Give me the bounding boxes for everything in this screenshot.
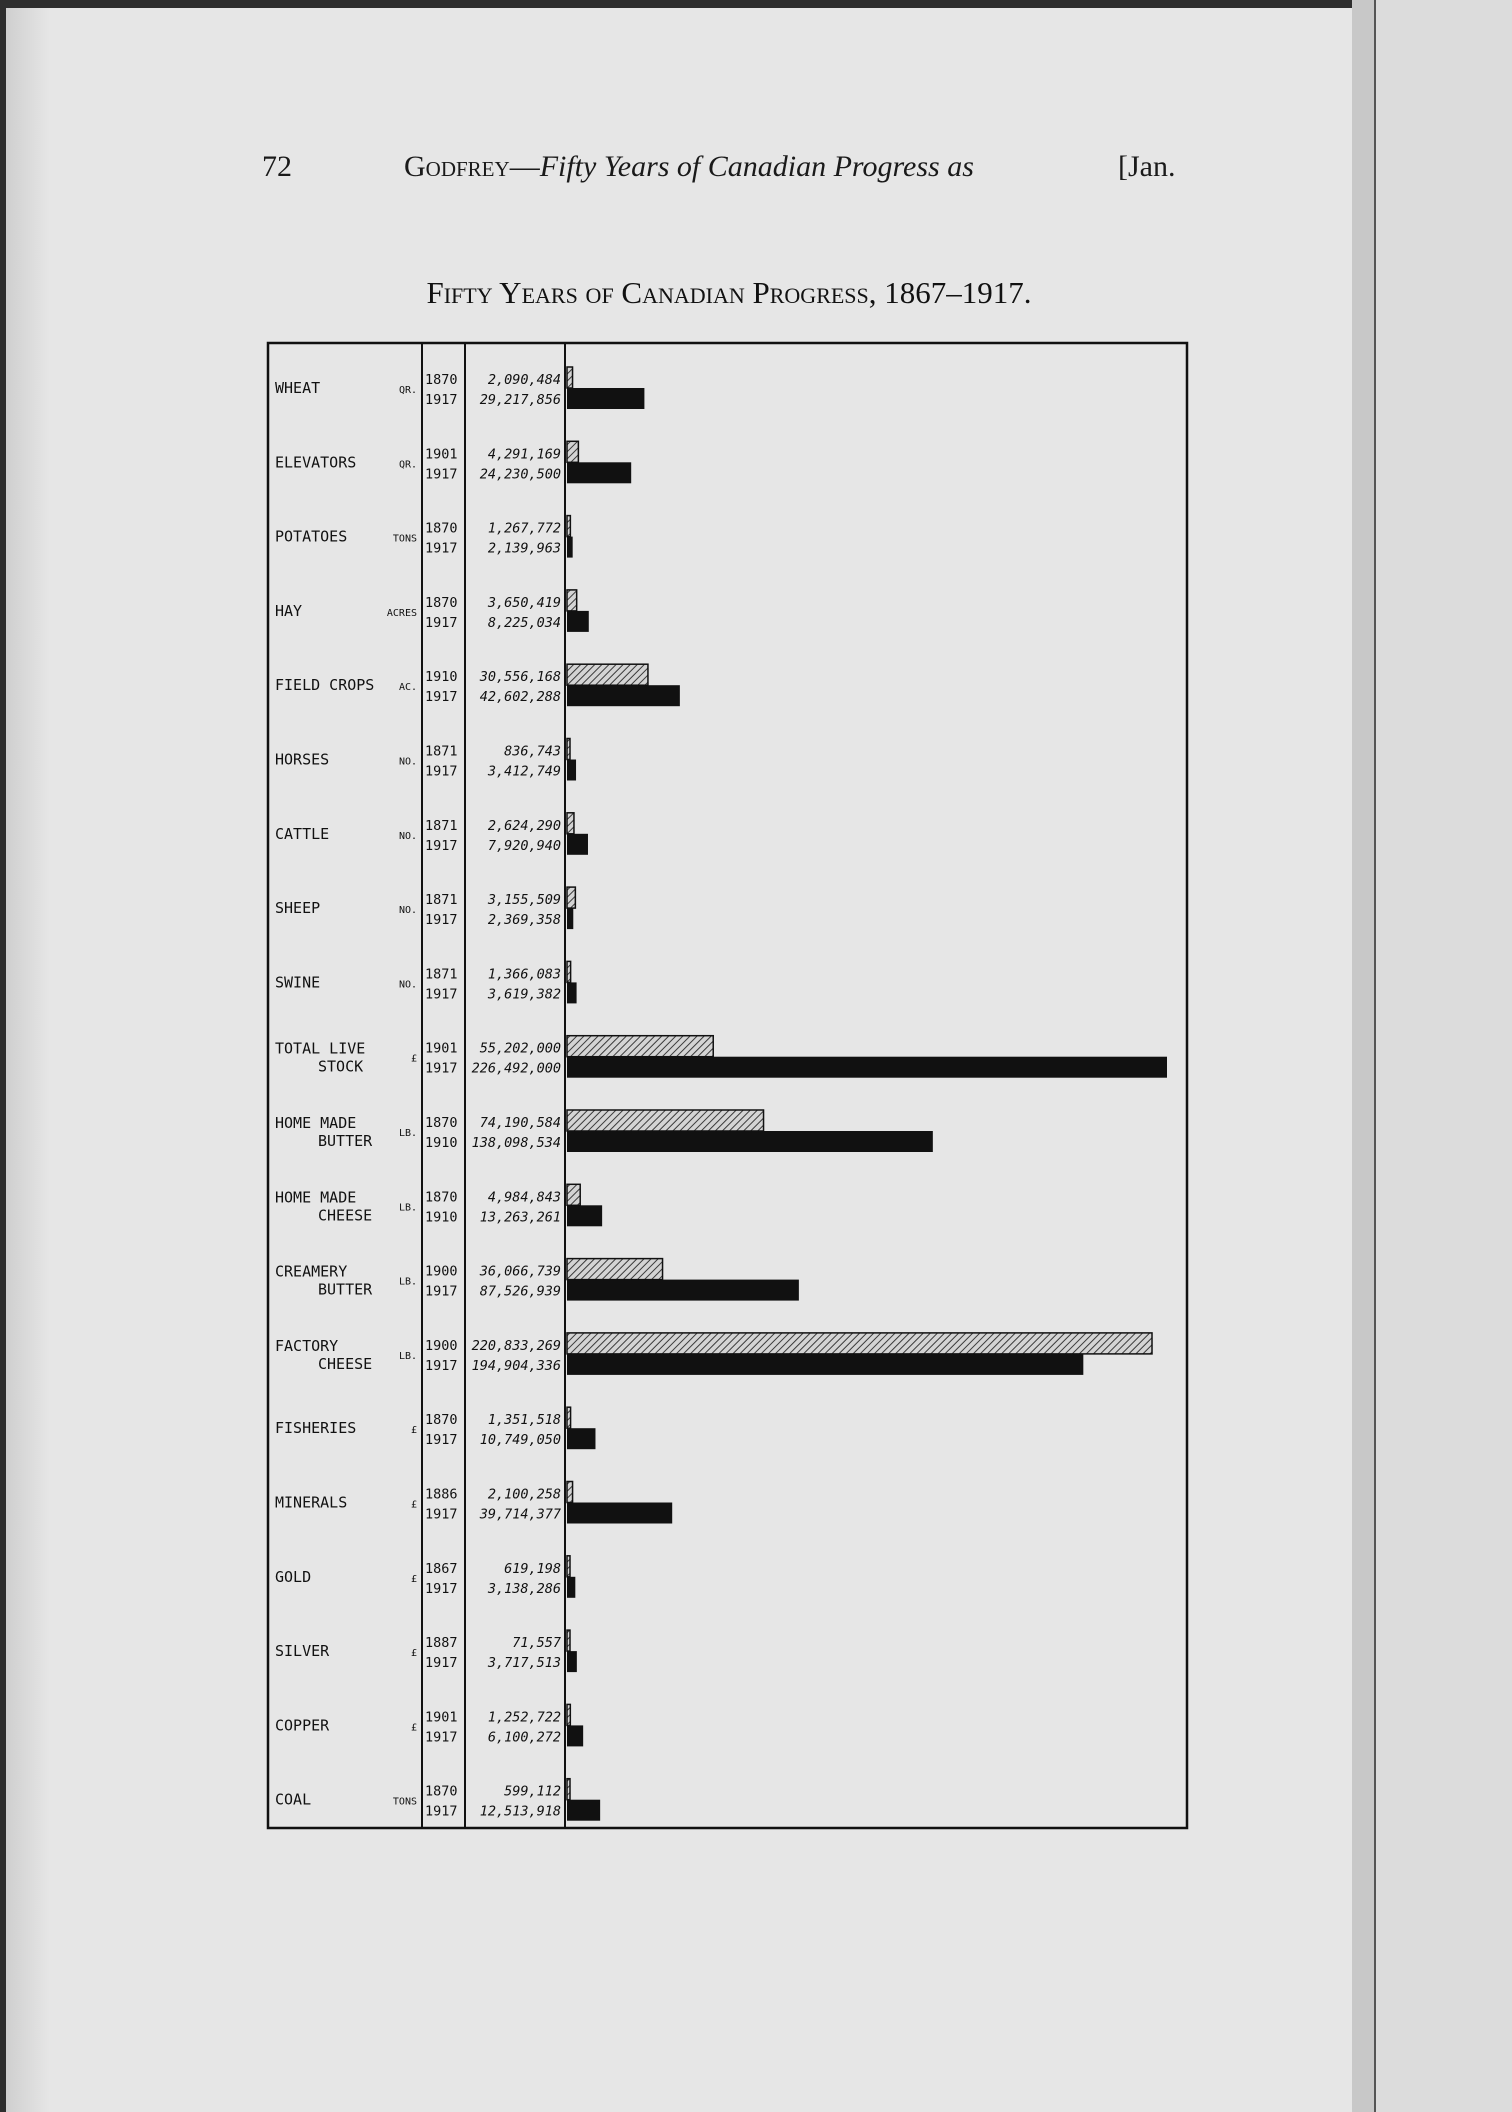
row-value-earlier-coal: 599,112 <box>504 1783 561 1800</box>
bar-earlier-cattle <box>567 813 574 834</box>
row-unit-wheat: QR. <box>398 385 417 396</box>
row-value-later-field-crops: 42,602,288 <box>479 689 561 706</box>
row-label-swine: SWINE <box>275 973 321 992</box>
bar-earlier-factory-cheese <box>567 1333 1152 1354</box>
bar-earlier-home-made-butter <box>567 1110 764 1131</box>
row-unit-fisheries: £ <box>410 1425 417 1437</box>
bar-earlier-hay <box>567 590 577 611</box>
bar-earlier-field-crops <box>567 664 648 685</box>
bar-later-elevators <box>567 462 631 483</box>
running-title-author: Godfrey <box>404 150 510 183</box>
row-label-creamery-butter-line1: CREAMERY <box>275 1262 348 1281</box>
row-value-earlier-sheep: 3,155,509 <box>487 892 561 909</box>
row-label-fisheries: FISHERIES <box>275 1419 357 1438</box>
row-year-earlier-horses: 1871 <box>425 743 458 760</box>
row-label-sheep: SHEEP <box>275 899 321 918</box>
row-year-later-horses: 1917 <box>425 763 458 780</box>
row-label-field-crops: FIELD CROPS <box>275 676 375 695</box>
bar-earlier-minerals <box>567 1482 573 1503</box>
bar-later-horses <box>567 760 576 781</box>
bar-later-factory-cheese <box>567 1354 1083 1375</box>
running-title-text: Fifty Years of Canadian Progress as <box>539 150 974 183</box>
bar-earlier-gold <box>567 1556 570 1577</box>
chart-border <box>268 343 1187 1828</box>
row-value-later-minerals: 39,714,377 <box>479 1506 561 1523</box>
bar-later-home-made-cheese <box>567 1205 602 1226</box>
row-value-later-fisheries: 10,749,050 <box>479 1432 561 1449</box>
row-year-earlier-home-made-butter: 1870 <box>425 1115 458 1131</box>
bar-later-coal <box>567 1800 600 1821</box>
row-value-earlier-wheat: 2,090,484 <box>487 372 561 388</box>
row-unit-coal: TONS <box>392 1796 417 1808</box>
bar-later-creamery-butter <box>567 1280 799 1301</box>
row-year-earlier-home-made-cheese: 1870 <box>425 1189 458 1206</box>
row-label-coal: COAL <box>275 1790 312 1809</box>
row-year-later-copper: 1917 <box>425 1729 458 1746</box>
row-year-later-elevators: 1917 <box>425 466 458 483</box>
row-value-earlier-hay: 3,650,419 <box>487 594 561 611</box>
row-label-creamery-butter-line2: BUTTER <box>318 1280 373 1299</box>
row-value-later-factory-cheese: 194,904,336 <box>471 1357 561 1374</box>
row-label-total-live-stock-line1: TOTAL LIVE <box>275 1039 366 1058</box>
row-year-later-fisheries: 1917 <box>425 1432 458 1449</box>
bar-earlier-horses <box>567 739 570 760</box>
row-value-later-copper: 6,100,272 <box>487 1729 561 1746</box>
row-value-later-creamery-butter: 87,526,939 <box>479 1283 561 1300</box>
row-unit-minerals: £ <box>410 1499 417 1511</box>
bar-later-home-made-butter <box>567 1131 933 1152</box>
row-label-home-made-butter-line1: HOME MADE <box>275 1114 357 1132</box>
chart-frame <box>268 343 1187 1828</box>
row-label-cattle: CATTLE <box>275 824 330 843</box>
bar-later-cattle <box>567 834 588 855</box>
row-value-earlier-potatoes: 1,267,772 <box>487 520 561 537</box>
bar-earlier-creamery-butter <box>567 1259 663 1280</box>
row-unit-copper: £ <box>410 1722 417 1734</box>
row-year-later-wheat: 1917 <box>425 392 458 408</box>
row-year-later-gold: 1917 <box>425 1580 458 1597</box>
chart-rows <box>275 367 1167 1821</box>
row-value-earlier-elevators: 4,291,169 <box>487 446 561 463</box>
bar-later-silver <box>567 1651 577 1672</box>
row-value-earlier-silver: 71,557 <box>512 1635 561 1652</box>
row-label-minerals: MINERALS <box>275 1493 348 1512</box>
row-year-earlier-cattle: 1871 <box>425 817 458 834</box>
row-value-later-sheep: 2,369,358 <box>487 912 561 929</box>
row-unit-factory-cheese: LB. <box>398 1350 417 1362</box>
row-value-earlier-fisheries: 1,351,518 <box>487 1412 561 1429</box>
row-year-later-potatoes: 1917 <box>425 540 458 557</box>
row-value-later-potatoes: 2,139,963 <box>487 540 561 557</box>
row-year-earlier-potatoes: 1870 <box>425 520 458 537</box>
row-value-later-total-live-stock: 226,492,000 <box>471 1060 561 1077</box>
row-value-later-hay: 8,225,034 <box>487 614 561 631</box>
row-label-horses: HORSES <box>275 750 330 769</box>
row-unit-field-crops: AC. <box>398 682 417 694</box>
row-label-hay: HAY <box>275 601 303 620</box>
row-year-earlier-hay: 1870 <box>425 594 458 611</box>
row-value-earlier-minerals: 2,100,258 <box>487 1486 561 1503</box>
row-value-earlier-total-live-stock: 55,202,000 <box>479 1040 561 1057</box>
row-value-earlier-horses: 836,743 <box>504 743 561 760</box>
row-value-later-home-made-cheese: 13,263,261 <box>479 1209 561 1226</box>
bar-later-gold <box>567 1577 575 1598</box>
bar-later-wheat <box>567 388 644 409</box>
row-value-earlier-field-crops: 30,556,168 <box>479 669 561 686</box>
row-year-later-home-made-cheese: 1910 <box>425 1209 458 1226</box>
row-value-later-home-made-butter: 138,098,534 <box>471 1135 561 1151</box>
row-year-earlier-field-crops: 1910 <box>425 669 458 686</box>
row-year-later-factory-cheese: 1917 <box>425 1357 458 1374</box>
row-value-earlier-gold: 619,198 <box>504 1560 561 1577</box>
row-year-later-minerals: 1917 <box>425 1506 458 1523</box>
row-unit-hay: ACRES <box>386 607 417 619</box>
row-year-earlier-creamery-butter: 1900 <box>425 1263 458 1280</box>
row-year-earlier-silver: 1887 <box>425 1635 458 1652</box>
row-year-later-swine: 1917 <box>425 986 458 1003</box>
row-year-later-silver: 1917 <box>425 1655 458 1672</box>
row-label-total-live-stock-line2: STOCK <box>318 1057 364 1076</box>
row-year-earlier-coal: 1870 <box>425 1783 458 1800</box>
running-header-month: [Jan. <box>1118 150 1176 183</box>
row-year-later-home-made-butter: 1910 <box>425 1135 458 1151</box>
row-year-later-coal: 1917 <box>425 1803 458 1820</box>
row-value-later-wheat: 29,217,856 <box>479 392 561 408</box>
bar-later-sheep <box>567 908 573 929</box>
row-year-earlier-total-live-stock: 1901 <box>425 1040 458 1057</box>
row-value-earlier-home-made-cheese: 4,984,843 <box>487 1189 561 1206</box>
row-label-factory-cheese-line2: CHEESE <box>318 1354 373 1373</box>
row-label-wheat: WHEAT <box>275 379 321 397</box>
bar-earlier-potatoes <box>567 516 570 537</box>
bar-later-total-live-stock <box>567 1057 1167 1078</box>
row-year-earlier-sheep: 1871 <box>425 892 458 909</box>
bar-earlier-fisheries <box>567 1407 571 1428</box>
row-label-elevators: ELEVATORS <box>275 453 357 472</box>
bar-earlier-sheep <box>567 887 575 908</box>
bar-later-copper <box>567 1725 583 1746</box>
row-unit-home-made-cheese: LB. <box>398 1202 417 1214</box>
row-year-later-hay: 1917 <box>425 614 458 631</box>
row-value-earlier-copper: 1,252,722 <box>487 1709 561 1726</box>
row-label-silver: SILVER <box>275 1642 330 1661</box>
chart-title: Fifty Years of Canadian Progress, 1867–1917. <box>426 275 1032 310</box>
row-year-later-cattle: 1917 <box>425 837 458 854</box>
bar-earlier-home-made-cheese <box>567 1184 580 1205</box>
row-unit-gold: £ <box>410 1573 417 1585</box>
row-year-earlier-swine: 1871 <box>425 966 458 983</box>
row-unit-total-live-stock: £ <box>410 1053 417 1065</box>
bar-earlier-total-live-stock <box>567 1036 713 1057</box>
row-year-earlier-copper: 1901 <box>425 1709 458 1726</box>
row-unit-home-made-butter: LB. <box>398 1128 417 1139</box>
row-unit-horses: NO. <box>398 756 417 768</box>
row-value-later-elevators: 24,230,500 <box>479 466 561 483</box>
bar-earlier-wheat <box>567 367 573 388</box>
row-value-earlier-home-made-butter: 74,190,584 <box>479 1115 561 1131</box>
row-year-later-total-live-stock: 1917 <box>425 1060 458 1077</box>
bar-later-swine <box>567 982 577 1003</box>
row-label-gold: GOLD <box>275 1567 312 1586</box>
row-year-later-creamery-butter: 1917 <box>425 1283 458 1300</box>
bar-earlier-silver <box>567 1630 570 1651</box>
row-year-earlier-elevators: 1901 <box>425 446 458 463</box>
row-value-later-gold: 3,138,286 <box>487 1580 561 1597</box>
row-value-earlier-creamery-butter: 36,066,739 <box>479 1263 561 1280</box>
row-year-earlier-fisheries: 1870 <box>425 1412 458 1429</box>
row-value-earlier-swine: 1,366,083 <box>487 966 561 983</box>
bar-earlier-elevators <box>567 441 578 462</box>
bar-later-hay <box>567 611 589 632</box>
row-unit-silver: £ <box>410 1648 417 1660</box>
row-unit-potatoes: TONS <box>392 533 417 545</box>
bar-earlier-copper <box>567 1704 570 1725</box>
row-label-home-made-cheese-line2: CHEESE <box>318 1206 373 1225</box>
row-label-copper: COPPER <box>275 1716 330 1735</box>
bar-earlier-coal <box>567 1779 570 1800</box>
row-value-later-cattle: 7,920,940 <box>487 837 561 854</box>
row-year-later-sheep: 1917 <box>425 912 458 929</box>
row-year-later-field-crops: 1917 <box>425 689 458 706</box>
row-unit-cattle: NO. <box>398 830 417 842</box>
bar-earlier-swine <box>567 961 571 982</box>
row-value-later-silver: 3,717,513 <box>487 1655 561 1672</box>
running-title-dash: — <box>509 150 540 183</box>
row-value-later-horses: 3,412,749 <box>487 763 561 780</box>
bar-later-field-crops <box>567 685 680 706</box>
row-value-later-coal: 12,513,918 <box>479 1803 561 1820</box>
row-unit-elevators: QR. <box>398 459 417 471</box>
row-year-earlier-factory-cheese: 1900 <box>425 1337 458 1354</box>
row-value-earlier-cattle: 2,624,290 <box>487 817 561 834</box>
row-year-earlier-gold: 1867 <box>425 1560 458 1577</box>
row-value-earlier-factory-cheese: 220,833,269 <box>471 1337 561 1354</box>
row-year-earlier-minerals: 1886 <box>425 1486 458 1503</box>
row-year-earlier-wheat: 1870 <box>425 372 458 388</box>
page-number: 72 <box>262 150 292 183</box>
row-unit-swine: NO. <box>398 979 417 991</box>
bar-later-minerals <box>567 1503 672 1524</box>
bar-later-potatoes <box>567 537 573 558</box>
row-label-home-made-cheese-line1: HOME MADE <box>275 1188 357 1207</box>
row-label-factory-cheese-line1: FACTORY <box>275 1336 339 1355</box>
row-unit-creamery-butter: LB. <box>398 1276 417 1288</box>
bar-later-fisheries <box>567 1428 595 1449</box>
row-label-potatoes: POTATOES <box>275 527 348 546</box>
row-value-later-swine: 3,619,382 <box>487 986 561 1003</box>
row-unit-sheep: NO. <box>398 905 417 917</box>
row-label-home-made-butter-line2: BUTTER <box>318 1132 373 1150</box>
